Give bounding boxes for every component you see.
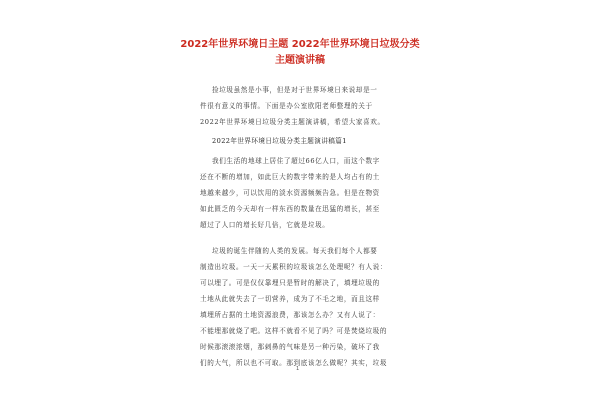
intro-paragraph	[200, 82, 406, 130]
paragraph-line: 不能埋那就烧了吧。这样不就看不见了吗？可是焚烧垃圾的	[200, 327, 388, 335]
paragraph-line: 时候那滚滚浓烟，那刺鼻的气味是另一种污染，破坏了我	[200, 343, 380, 351]
intro-line: 件很有意义的事情。下面是办公室欧阳老师整理的关于	[200, 102, 373, 110]
section-heading: 2022年世界环境日垃圾分类主题演讲稿篇1	[212, 137, 347, 145]
paragraph-line: 我们生活的地球上居住了超过66亿人口，而这个数字	[212, 157, 380, 165]
paragraph-line: 可以埋了。可是仅仅靠埋只是暂时的解决了，填埋垃圾的	[200, 279, 380, 287]
paragraph-line: 还在不断的增加，如此巨大的数字带来的是人均占有的土	[200, 173, 380, 181]
paragraph-line: 如此匮乏的今天却有一样东西的数量在迅猛的增长，甚至	[200, 205, 380, 213]
paragraph-line: 们的大气，所以也不可取。那到底该怎么做呢？其实，垃圾	[200, 359, 388, 367]
paragraph-line: 制造出垃圾。一天一天累积的垃圾该怎么处理呢？有人说：	[200, 263, 388, 271]
title-line-1: 2022年世界环境日主题 2022年世界环境日垃圾分类	[180, 39, 420, 50]
paragraph-line: 超过了人口的增长好几倍，它就是垃圾。	[200, 221, 330, 229]
paragraph-line: 地越来越少，可以饮用的淡水资源频频告急。但是在物资	[200, 189, 380, 197]
page-number: 1	[296, 366, 300, 372]
paragraph-line: 垃圾的诞生伴随的人类的发展。每天我们每个人都要	[212, 247, 378, 255]
title-line-2: 主题演讲稿	[275, 55, 325, 66]
document-title	[160, 37, 440, 69]
body-paragraph-2	[200, 243, 406, 371]
body-paragraph-1	[200, 153, 406, 233]
paragraph-line: 土地从此就失去了一切营养，成为了不毛之地，而且这样	[200, 295, 380, 303]
intro-line: 捡垃圾虽然是小事，但是对于世界环境日来说却是一	[212, 86, 378, 94]
intro-line: 2022年世界环境日垃圾分类主题演讲稿，希望大家喜欢。	[200, 118, 385, 126]
paragraph-line: 填埋所占据的土地资源浪费，那该怎么办？又有人说了：	[200, 311, 380, 319]
